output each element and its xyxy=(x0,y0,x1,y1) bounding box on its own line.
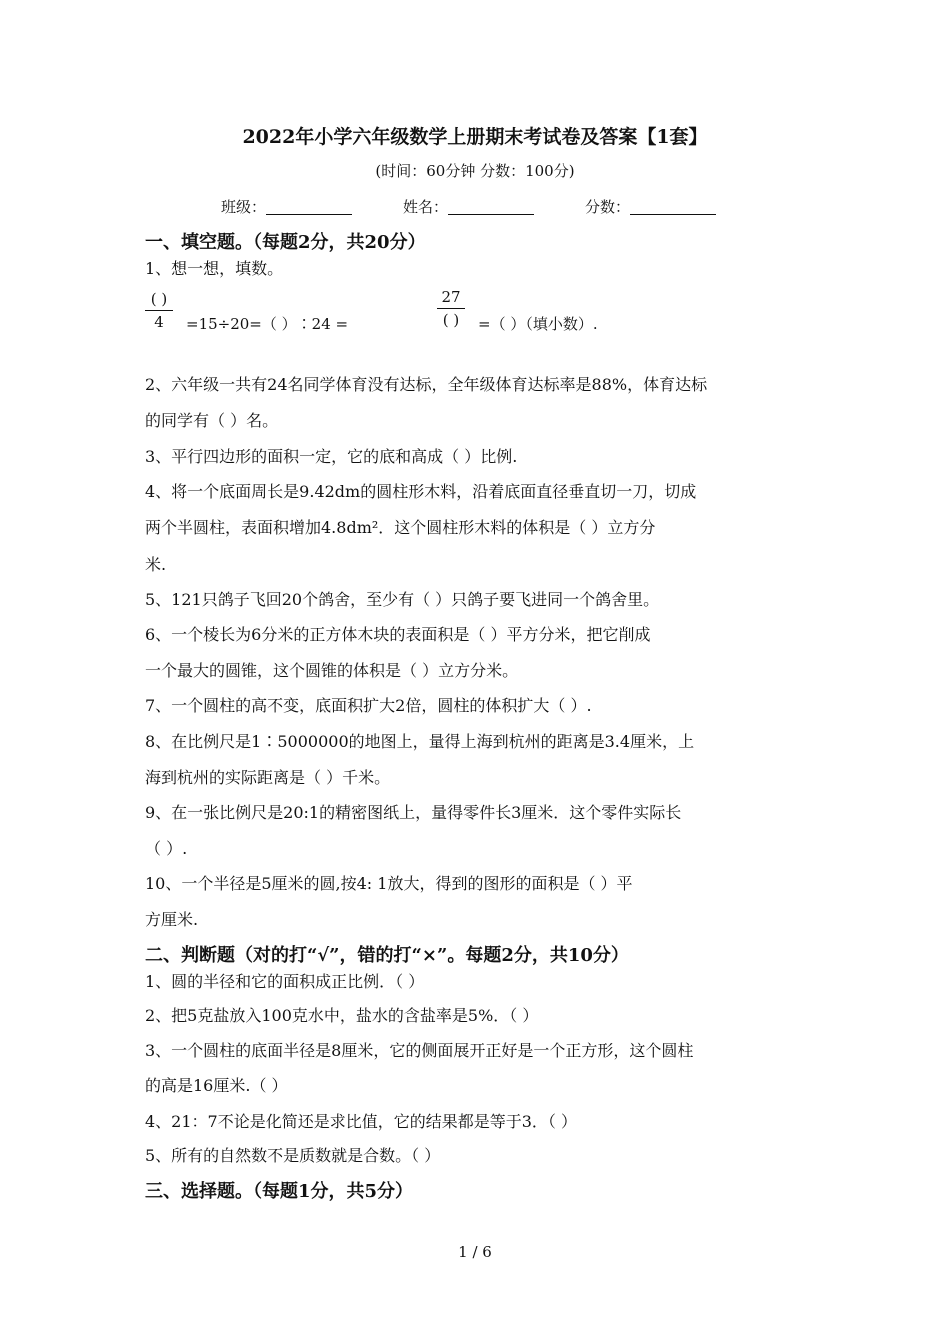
q1-frac1-numerator: ( ) xyxy=(150,290,168,308)
q9-line2: （ ）. xyxy=(145,839,188,858)
name-label: 姓名： xyxy=(403,198,449,216)
q1-fraction-2 xyxy=(437,288,465,329)
judge-q3-line2: 的高是16厘米.（ ） xyxy=(145,1076,288,1095)
q1-frac1-denominator: 4 xyxy=(154,313,164,331)
section1-heading: 一、填空题。（每题2分，共20分） xyxy=(145,232,426,253)
judge-q3-line1: 3、一个圆柱的底面半径是8厘米，它的侧面展开正好是一个正方形，这个圆柱 xyxy=(145,1041,694,1060)
name-field xyxy=(403,196,534,217)
score-blank[interactable] xyxy=(630,198,716,215)
q2-line1: 2、六年级一共有24名同学体育没有达标，全年级体育达标率是88%，体育达标 xyxy=(145,375,708,394)
q1-part2: =（ ）（填小数）. xyxy=(478,315,598,333)
exam-subtitle: (时间：60分钟 分数：100分) xyxy=(375,162,575,180)
name-blank[interactable] xyxy=(448,198,534,215)
judge-q5: 5、所有的自然数不是质数就是合数。（ ） xyxy=(145,1146,441,1165)
q3-line: 3、平行四边形的面积一定，它的底和高成（ ）比例. xyxy=(145,447,518,466)
fraction-bar xyxy=(145,310,173,311)
q9-line1: 9、在一张比例尺是20:1的精密图纸上，量得零件长3厘米．这个零件实际长 xyxy=(145,803,682,822)
judge-q1: 1、圆的半径和它的面积成正比例．（ ） xyxy=(145,972,425,991)
page-title: 2022年小学六年级数学上册期末考试卷及答案【1套】 xyxy=(242,126,708,148)
q7-line: 7、一个圆柱的高不变，底面积扩大2倍，圆柱的体积扩大（ ）. xyxy=(145,696,592,715)
q2-line2: 的同学有（ ）名。 xyxy=(145,411,279,430)
q6-line2: 一个最大的圆锥，这个圆锥的体积是（ ）立方分米。 xyxy=(145,661,519,680)
q6-line1: 6、一个棱长为6分米的正方体木块的表面积是（ ）平方分米，把它削成 xyxy=(145,625,651,644)
q10-line1: 10、一个半径是5厘米的圆,按4: 1放大，得到的图形的面积是（ ）平 xyxy=(145,874,633,893)
q4-line3: 米. xyxy=(145,555,167,574)
judge-q4: 4、21：7不论是化简还是求比值，它的结果都是等于3．（ ） xyxy=(145,1112,577,1131)
section3-heading: 三、选择题。（每题1分，共5分） xyxy=(145,1181,414,1202)
q1-part1: =15÷20=（ ）∶24 = xyxy=(186,315,349,333)
page-number: 1 / 6 xyxy=(458,1243,492,1261)
fraction-bar xyxy=(437,308,465,309)
q1-intro: 1、想一想，填数。 xyxy=(145,259,284,278)
score-label: 分数： xyxy=(585,198,631,216)
q4-line1: 4、将一个底面周长是9.42dm的圆柱形木料，沿着底面直径垂直切一刀，切成 xyxy=(145,482,697,501)
q8-line2: 海到杭州的实际距离是（ ）千米。 xyxy=(145,768,391,787)
section2-heading: 二、判断题（对的打“√”，错的打“×”。每题2分，共10分） xyxy=(145,945,629,966)
q8-line1: 8、在比例尺是1∶5000000的地图上，量得上海到杭州的距离是3.4厘米，上 xyxy=(145,732,695,751)
class-field xyxy=(221,196,352,217)
class-label: 班级： xyxy=(221,198,267,216)
q1-fraction-1 xyxy=(145,290,173,331)
q1-frac2-denominator: ( ) xyxy=(442,311,460,329)
class-blank[interactable] xyxy=(266,198,352,215)
q1-frac2-numerator: 27 xyxy=(441,288,461,306)
q5-line: 5、121只鸽子飞回20个鸽舍，至少有（ ）只鸽子要飞进同一个鸽舍里。 xyxy=(145,590,660,609)
judge-q2: 2、把5克盐放入100克水中，盐水的含盐率是5%．（ ） xyxy=(145,1006,539,1025)
score-field xyxy=(585,196,716,217)
q4-line2: 两个半圆柱，表面积增加4.8dm²．这个圆柱形木料的体积是（ ）立方分 xyxy=(145,518,656,537)
q10-line2: 方厘米. xyxy=(145,910,199,929)
